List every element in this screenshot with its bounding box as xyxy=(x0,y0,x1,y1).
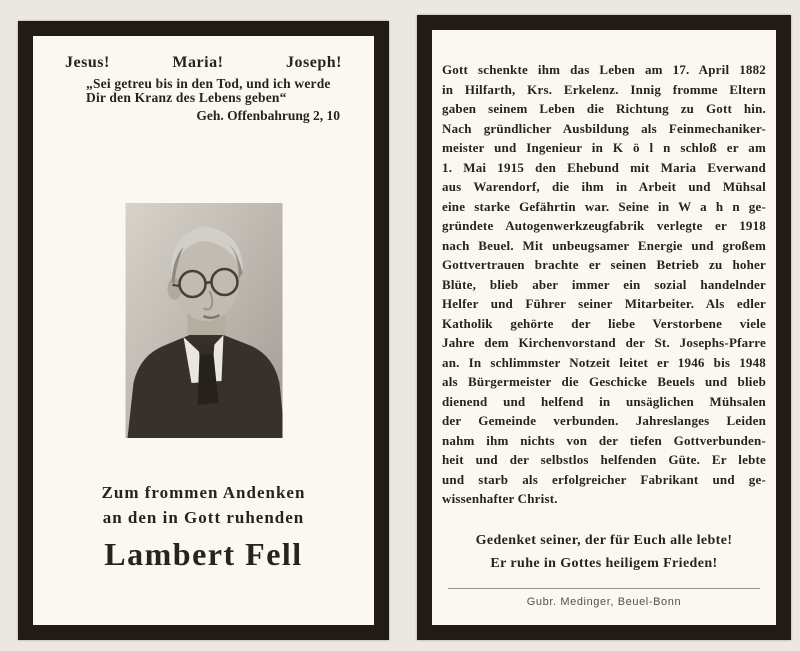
left-card xyxy=(33,36,374,625)
biography-line: nach Beuel. Mit unbeugsamer Energie und großem xyxy=(442,237,766,253)
right-card-frame xyxy=(417,15,791,640)
closing-line-1: Gedenket seiner, der für Euch alle lebte! xyxy=(475,532,733,548)
left-card-frame xyxy=(18,21,389,640)
biography-line: dienend und helfend in unsäglichen Mühsalen xyxy=(442,393,766,409)
memorial-line-1: Zum frommen Andenken xyxy=(101,483,306,502)
biography-line: wissenhafter Christ. xyxy=(442,491,558,506)
closing-line-2: Er ruhe in Gottes heiligem Frieden! xyxy=(490,555,718,571)
quote-line: Dir den Kranz des Lebens geben“ xyxy=(86,90,287,105)
right-card xyxy=(432,30,776,625)
biography-line: Katholik gehörte der liebe Verstorbene viele xyxy=(442,315,766,331)
biography-line: Gott schenkte ihm das Leben am 17. April 1882 xyxy=(442,62,766,77)
biography-line: gaben seinem Leben die Richtung zu Gott hin. xyxy=(442,101,766,116)
printer-credit: Gubr. Medinger, Beuel-Bonn xyxy=(526,595,682,608)
invocation-joseph: Joseph! xyxy=(286,54,342,71)
portrait-photo xyxy=(125,203,282,438)
invocation-jesus: Jesus! xyxy=(65,54,110,71)
biography-line: in Hilfarth, Krs. Erkelenz. Innig fromme Eltern xyxy=(442,81,766,97)
quote-line: „Sei getreu bis in den Tod, und ich werde xyxy=(86,76,331,91)
biography-line: als Bürgermeister die Geschicke Beuels und blieb xyxy=(442,374,766,389)
biography-text xyxy=(442,60,766,509)
memorial-line-2: an den in Gott ruhenden xyxy=(102,508,305,527)
quote-source: Geh. Offenbahrung 2, 10 xyxy=(196,108,340,123)
deceased-name: Lambert Fell xyxy=(104,536,303,572)
biography-line: eine starke Gefährtin war. Seine in W a h n ge- xyxy=(442,198,766,214)
biography-line: Jahre dem Kirchenvorstand der St. Josephs-Pfarre xyxy=(442,335,766,350)
invocation-row xyxy=(65,54,342,72)
biography-line: 1. Mai 1915 den Ehebund mit Maria Everwand xyxy=(442,159,766,175)
biography-line: an. In schlimmster Notzeit leitet er 1946 bis 1948 xyxy=(442,354,766,370)
biography-line: der Gemeinde verbunden. Jahreslanges Leiden xyxy=(442,413,766,428)
footer-divider xyxy=(448,588,760,589)
biography-line: meister und Ingenieur in K ö l n schloß er am xyxy=(442,140,766,155)
biography-line: aus Warendorf, die ihm in Arbeit und Mühsal xyxy=(442,179,766,194)
portrait-photo-illustration xyxy=(125,203,282,438)
biography-line: und starb als erfolgreicher Fabrikant und ge- xyxy=(442,471,766,487)
biography-line: gründete Autogenwerkzeugfabrik verlegte er 1918 xyxy=(442,218,766,233)
biography-line: Gottvertrauen brachte er seinen Betrieb zu hoher xyxy=(442,257,766,272)
invocation-maria: Maria! xyxy=(172,54,224,71)
biography-line: heit und der selbstlos helfenden Güte. Er lebte xyxy=(442,452,766,467)
biography-line: nahm ihm nichts von der tiefen Gottverbunden- xyxy=(442,432,766,448)
biography-line: Helfer und Führer seiner Mitarbeiter. Als edler xyxy=(442,296,766,311)
scripture-quote xyxy=(86,77,360,105)
biography-line: Blüte, blieb aber immer ein sozial handelnder xyxy=(442,276,766,292)
biography-line: Nach gründlicher Ausbildung als Feinmechaniker- xyxy=(442,120,766,136)
